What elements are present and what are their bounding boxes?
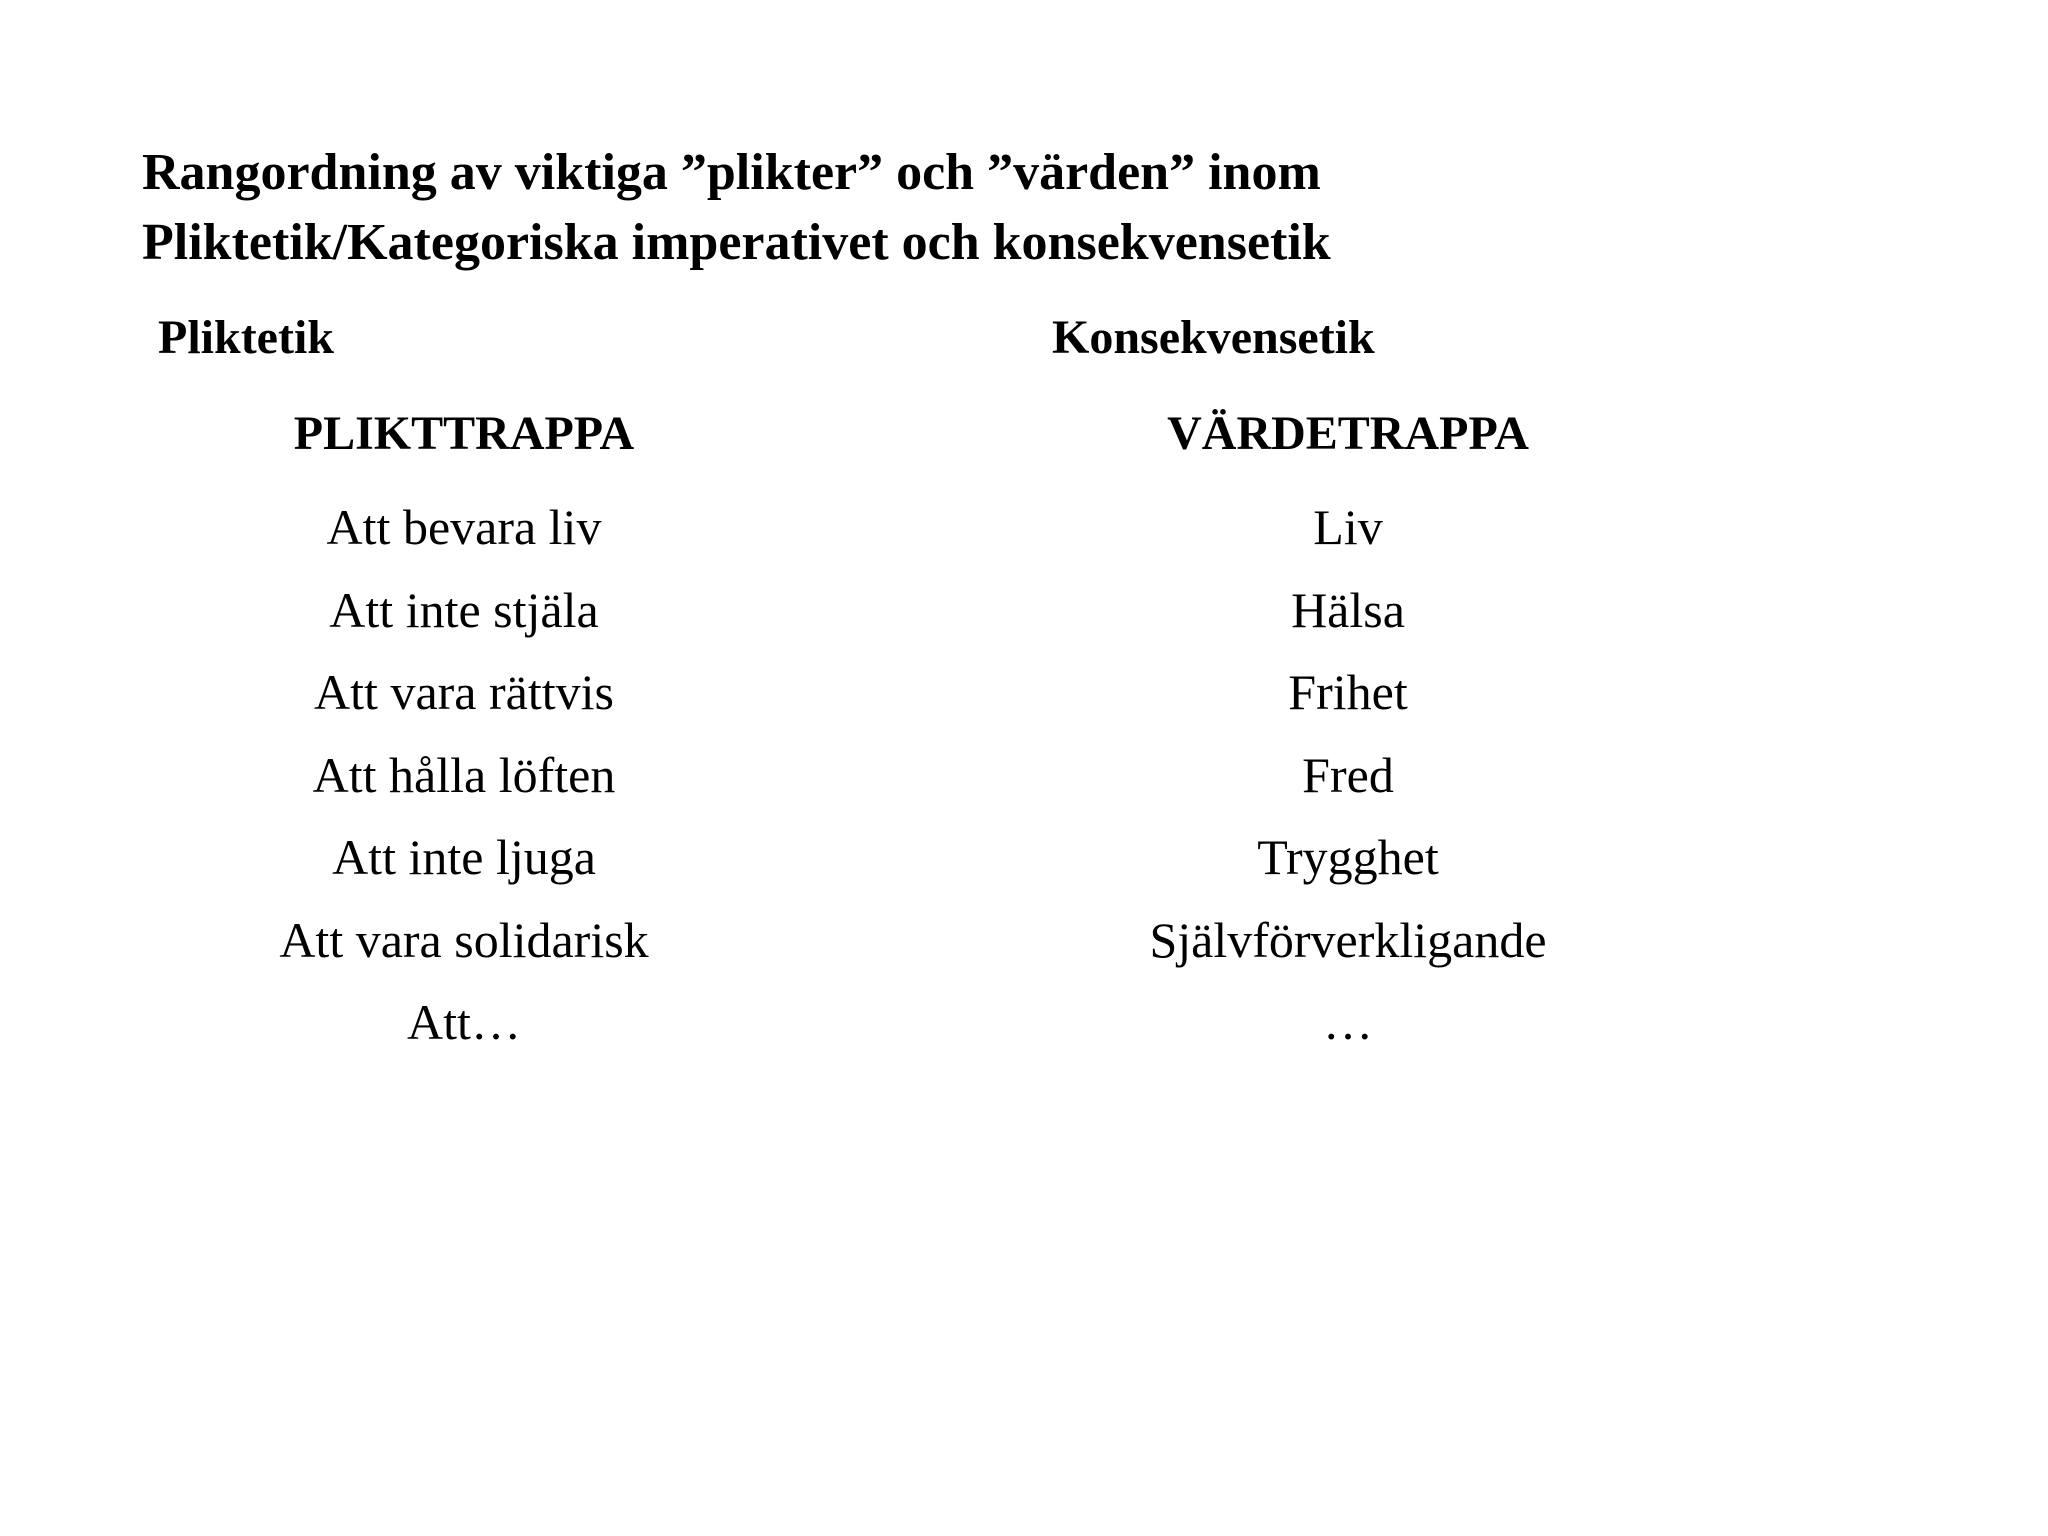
list-item: Självförverkligande [1149, 911, 1547, 968]
list-item: Trygghet [1257, 829, 1439, 885]
list-item: Att hålla löften [312, 746, 616, 803]
duty-ladder-title: PLIKTTRAPPA [293, 407, 635, 460]
list-item: Frihet [1288, 664, 1408, 720]
list-item: Att bevara liv [326, 499, 602, 555]
value-ladder [968, 404, 1728, 1064]
list-item: Att vara rättvis [314, 664, 614, 720]
list-item: Hälsa [1291, 581, 1405, 638]
duty-ladder-list [84, 486, 844, 1064]
list-item: Att inte stjäla [329, 581, 599, 638]
list-item: Liv [1313, 499, 1383, 555]
value-ladder-list [968, 486, 1728, 1064]
list-item: Att… [407, 994, 521, 1050]
page-title [142, 138, 1942, 278]
list-item: Fred [1302, 746, 1394, 803]
duty-ladder [84, 404, 844, 1064]
list-item: Att vara solidarisk [279, 911, 649, 968]
right-column-heading: Konsekvensetik [1052, 311, 1375, 364]
title-line-1: Rangordning av viktiga ”plikter” och ”värden” inom [142, 144, 1321, 201]
left-column-heading: Pliktetik [158, 311, 334, 364]
list-item: … [1323, 994, 1373, 1050]
title-line-2: Pliktetik/Kategoriska imperativet och konsekvensetik [142, 214, 1331, 271]
value-ladder-title: VÄRDETRAPPA [1167, 407, 1529, 460]
list-item: Att inte ljuga [332, 829, 596, 885]
